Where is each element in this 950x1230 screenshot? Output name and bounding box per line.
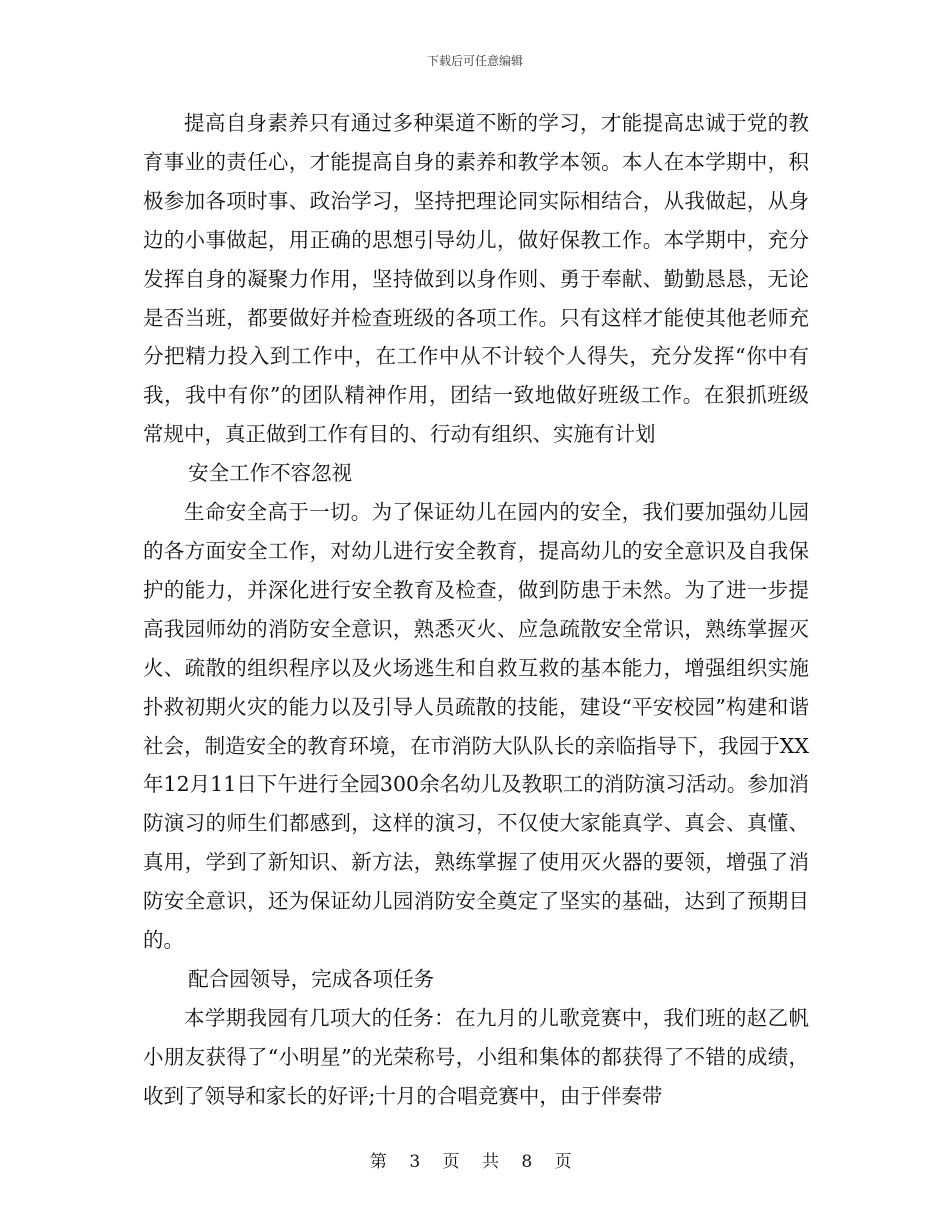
section-heading-tasks: 配合园领导，完成各项任务: [188, 966, 435, 991]
section-heading-safety: 安全工作不容忽视: [188, 461, 353, 486]
page-footer: 第 3 页 共 8 页: [369, 1152, 581, 1172]
paragraph-safety: 生命安全高于一切。为了保证幼儿在园内的安全，我们要加强幼儿园的各方面安全工作，对幼儿进行安全教育，提高幼儿的安全意识及自我保护的能力，并深化进行安全教育及检查，做到防患于未然。为了进一步提高我园师幼的消防安全意识，熟悉灭火、应急疏散安全常识，熟练掌握灭火、疏散的组织程序以及火场逃生和自救互救的基本能力，增强组织实施扑救初期火灾的能力以及引导人员疏散的技能，建设“平安校园”构建和谐社会，制造安全的教育环境，在市消防大队队长的亲临指导下，我园于XX年12月11日下午进行全园300余名幼儿及教职工的消防演习活动。参加消防演习的师生们都感到，这样的演习，不仅使大家能真学、真会、真懂、真用，学到了新知识、新方法，熟练掌握了使用灭火器的要领，增强了消防安全意识，还为保证幼儿园消防安全奠定了坚实的基础，达到了预期目的。: [143, 500, 809, 953]
paragraph-self-improvement: 提高自身素养只有通过多种渠道不断的学习，才能提高忠诚于党的教育事业的责任心，才能提高自身的素养和教学本领。本人在本学期中，积极参加各项时事、政治学习，坚持把理论同实际相结合，从我做起，从身边的小事做起，用正确的思想引导幼儿，做好保教工作。本学期中，充分发挥自身的凝聚力作用，坚持做到以身作则、勇于奉献、勤勤恳恳，无论是否当班，都要做好并检查班级的各项工作。只有这样才能使其他老师充分把精力投入到工作中，在工作中从不计较个人得失，充分发挥“你中有我，我中有你”的团队精神作用，团结一致地做好班级工作。在狠抓班级常规中，真正做到工作有目的、行动有组织、实施有计划: [143, 111, 809, 447]
page-header: 下载后可任意编辑: [426, 54, 523, 68]
paragraph-tasks: 本学期我园有几项大的任务：在九月的儿歌竞赛中，我们班的赵乙帆小朋友获得了“小明星”的光荣称号，小组和集体的都获得了不错的成绩，收到了领导和家长的好评;十月的合唱竞赛中，由于伴奏带: [143, 1005, 809, 1108]
document-body: [143, 104, 809, 1116]
